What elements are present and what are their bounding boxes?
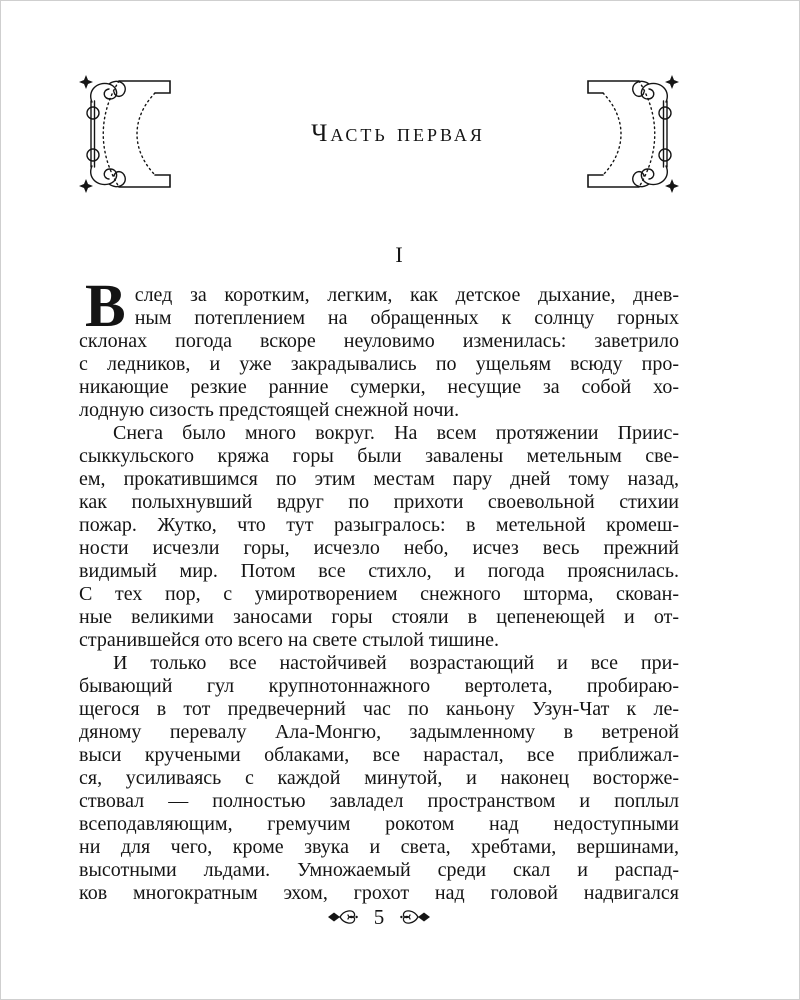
text-line: с ледников, и уже закрадывались по ущельям всюду про- [79, 353, 679, 375]
text-line: пожар. Жутко, что тут разыгралось: в метельной кромеш- [79, 514, 679, 536]
paragraph [79, 652, 679, 905]
bracket-ornament-right-icon [585, 75, 679, 193]
text-line: Снега было много вокруг. На всем протяжении Приис- [113, 422, 679, 444]
text-line: ни для чего, кроме звука и света, хребтами, вершинами, [79, 836, 679, 858]
text-line: И только все настойчивей возрастающий и все при- [113, 652, 679, 674]
text-line: ности исчезли горы, исчезло небо, исчез весь прежний [79, 537, 679, 559]
text-line: ным потеплением на обращенных к солнцу горных [134, 307, 679, 329]
text-line: ствовал — полностью завладел пространством и поплыл [79, 790, 679, 812]
text-line: странившейся ото всего на свете стылой тишине. [79, 629, 500, 651]
part-title: Часть первая [311, 120, 485, 147]
bracket-ornament-left-icon [79, 75, 173, 193]
text-line: сыккульского кряжа горы были завалены метельным све- [79, 445, 679, 467]
text-line: дяному перевалу Ала-Монгю, задымленному в ветреной [79, 721, 679, 743]
text-line: выси кручеными облаками, все нарастал, все приближал- [79, 744, 679, 766]
text-line: С тех пор, с умиротворением снежного шторма, скован- [79, 583, 679, 605]
body-text [79, 273, 679, 905]
text-line: ем, прокатившимся по этим местам пару дней тому назад, [79, 468, 679, 490]
text-line: ков многократным эхом, грохот над головой надвигался [79, 882, 679, 904]
paragraph [79, 422, 679, 652]
fleuron-right-icon [400, 909, 430, 925]
text-line: щегося в тот предвечерний час по каньону Узун-Чат к ле- [79, 698, 679, 720]
text-line: всеподавляющим, гремучим рокотом над недоступными [79, 813, 679, 835]
page-footer [79, 906, 679, 928]
text-line: склонах погода вскоре неуловимо изменилась: заветрило [79, 330, 679, 352]
fleuron-left-icon [328, 909, 358, 925]
text-line: ные великими заносами горы стояли в цепенеющей и от- [79, 606, 679, 628]
paragraph [79, 273, 679, 422]
text-line: ся, усиливаясь с каждой минутой, и наконец восторже- [79, 767, 679, 789]
text-line: высотными льдами. Умножаемый среди скал и распад- [79, 859, 679, 881]
part-header [79, 75, 679, 193]
text-line: след за коротким, легким, как детское дыхание, днев- [134, 284, 679, 306]
text-line: бывающий гул крупнотоннажного вертолета, пробираю- [79, 675, 679, 697]
page-number: 5 [373, 905, 385, 929]
text-column [79, 1, 679, 928]
chapter-numeral: I [395, 242, 403, 267]
text-line: как полыхнувший вдруг по прихоти своевольной стихии [79, 491, 679, 513]
text-line: никающие резкие ранние сумерки, несущие за собой хо- [79, 376, 679, 398]
text-line: лодную сизость предстоящей снежной ночи. [79, 399, 460, 421]
text-line: видимый мир. Потом все стихло, и погода прояснилась. [79, 560, 679, 582]
drop-cap: В [85, 273, 126, 340]
